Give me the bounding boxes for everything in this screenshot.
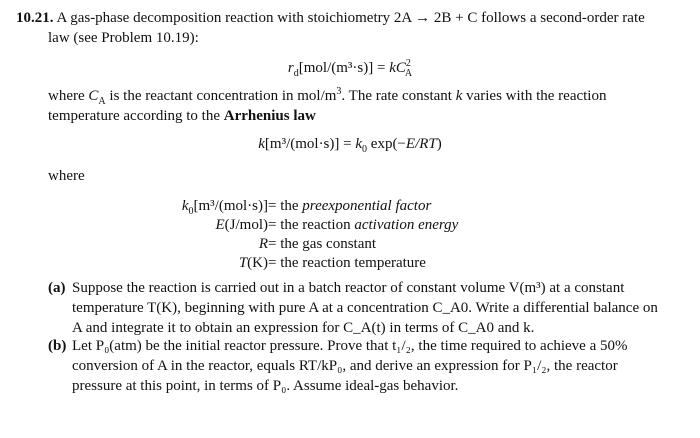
- def-eq: = the reaction: [268, 217, 355, 233]
- part-a-body: [72, 278, 657, 338]
- arrhenius-k: k: [258, 136, 265, 152]
- definition-lhs: [215, 215, 268, 235]
- def-term: preexponential factor: [302, 198, 432, 214]
- c-subscript: A: [404, 68, 413, 79]
- definition-rhs: [268, 234, 376, 254]
- where-text-c: . The rate constant: [341, 88, 456, 104]
- k-symbol: k: [389, 60, 396, 76]
- rate-subscript: d: [293, 68, 299, 79]
- definition-lhs: [259, 234, 268, 254]
- part-b-line: pressure at this point, in terms of P₀. Assume ideal-gas behavior.: [72, 378, 459, 394]
- where-label-text: where: [48, 168, 85, 184]
- def-term: activation energy: [354, 217, 459, 233]
- part-b-line: conversion of A in the reactor, equals RT/kP₀, and derive an expression for P₁/₂, the reactor: [72, 358, 618, 374]
- problem-intro-line-2: [48, 28, 199, 48]
- rate-units: [mol/(m³·s)] =: [298, 60, 390, 76]
- where-label: [48, 166, 85, 186]
- c-exponent: 2: [405, 58, 411, 69]
- def-eq: = the gas constant: [268, 236, 377, 252]
- definition-lhs: [182, 196, 268, 216]
- part-a: [48, 278, 658, 342]
- part-a-line: A and integrate it to obtain an expression for C_A(t) in terms of C_A0 and k.: [72, 320, 535, 336]
- problem-number: 10.21.: [16, 10, 54, 26]
- part-b-line: Let P₀(atm) be the initial reactor pressure. Prove that t₁/₂, the time required to achieve a 50%: [72, 338, 628, 354]
- def-symbol: R: [258, 236, 268, 252]
- arrhenius-law-term: Arrhenius law: [223, 108, 316, 124]
- intro-text-2: law (see Problem 10.19):: [48, 30, 199, 46]
- intro-text-1: A gas-phase decomposition reaction with stoichiometry 2A → 2B + C follows a second-order rate: [56, 10, 645, 26]
- definition-lhs: [239, 253, 268, 273]
- arrhenius-units: [m³/(mol·s)] =: [264, 136, 356, 152]
- def-symbol: T: [238, 255, 248, 271]
- ca-subscript: A: [98, 96, 106, 107]
- def-symbol: E: [215, 217, 225, 233]
- c-symbol: C: [395, 60, 406, 76]
- def-units: [m³/(mol·s)]: [193, 198, 268, 214]
- def-symbol: k: [181, 198, 189, 214]
- def-subscript: 0: [188, 206, 194, 217]
- definition-rhs: [268, 253, 426, 273]
- part-a-label: (a): [48, 280, 66, 296]
- arrhenius-close: ): [436, 136, 442, 152]
- definition-rhs: [268, 215, 458, 235]
- def-eq: = the: [268, 198, 303, 214]
- arrhenius-ert: E/RT: [405, 136, 437, 152]
- def-eq: = the reaction temperature: [268, 255, 426, 271]
- where-text-a: where: [48, 88, 89, 104]
- definition-rhs: [268, 196, 431, 216]
- problem-intro-line-1: [16, 8, 645, 28]
- where-line-1: [48, 86, 606, 106]
- part-a-line: temperature T(K), beginning with pure A at a concentration C_A0. Write a differential balance on: [72, 300, 658, 316]
- ca-symbol: C: [88, 88, 99, 104]
- arrhenius-k0: k: [355, 136, 363, 152]
- part-a-line: Suppose the reaction is carried out in a batch reactor of constant volume V(m³) at a constant: [72, 280, 625, 296]
- rate-law-equation: [0, 58, 700, 78]
- mol-m3-exponent: 3: [336, 86, 342, 97]
- def-units: (J/mol): [224, 217, 268, 233]
- where-text-d: varies with the reaction: [462, 88, 607, 104]
- where-line-2: [48, 106, 316, 126]
- part-b: [48, 336, 658, 400]
- arrhenius-k0-sub: 0: [362, 144, 368, 155]
- def-units: (K): [247, 255, 268, 271]
- where-text-e: temperature according to the: [48, 108, 224, 124]
- k-symbol-inline: k: [455, 88, 463, 104]
- arrhenius-equation: [0, 134, 700, 154]
- arrhenius-exp: exp(−: [367, 136, 406, 152]
- rate-symbol: r: [287, 60, 294, 76]
- where-text-b: is the reactant concentration in mol/m: [105, 88, 337, 104]
- part-b-label: (b): [48, 338, 67, 354]
- part-b-body: [72, 336, 657, 396]
